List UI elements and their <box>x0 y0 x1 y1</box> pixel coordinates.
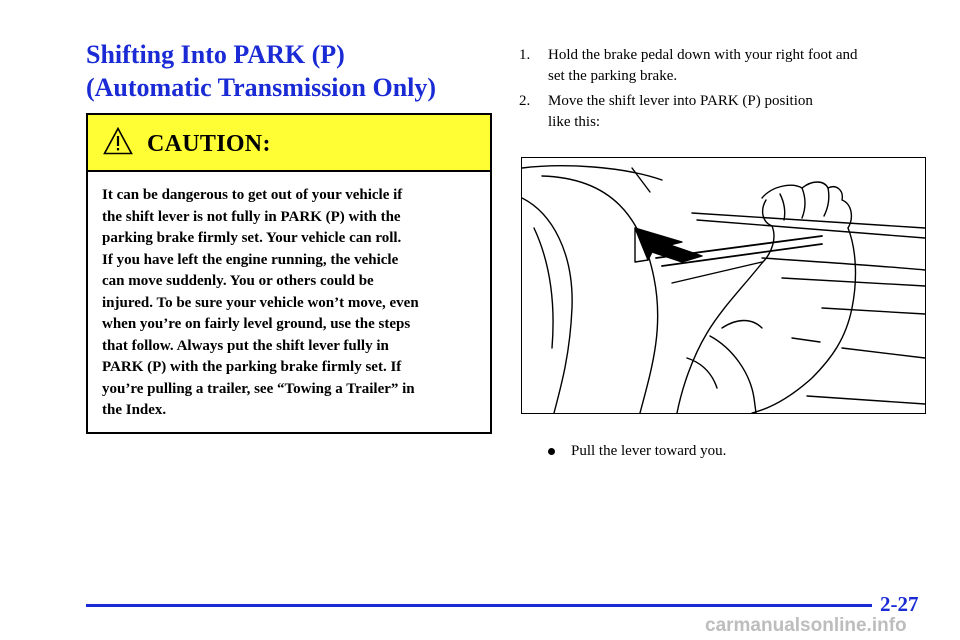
step-text <box>548 91 813 133</box>
caution-text-line: PARK (P) with the parking brake firmly set. If <box>102 359 402 375</box>
section-title-line: Shifting Into PARK (P) <box>86 40 345 69</box>
bullet-text: Pull the lever toward you. <box>571 443 727 459</box>
shift-lever-figure <box>521 157 926 414</box>
caution-text-line: can move suddenly. You or others could be <box>102 273 374 289</box>
caution-text-line: when you’re on fairly level ground, use the steps <box>102 316 411 332</box>
hand-pulling-shift-lever-illustration <box>522 158 925 413</box>
step-text-line: set the parking brake. <box>548 68 678 84</box>
footer-rule <box>86 604 872 607</box>
caution-title: CAUTION: <box>147 131 271 157</box>
caution-text-line: It can be dangerous to get out of your vehicle if <box>102 187 403 203</box>
section-title-line: (Automatic Transmission Only) <box>86 73 437 102</box>
caution-text-line: If you have left the engine running, the vehicle <box>102 251 399 268</box>
step-text <box>548 45 858 87</box>
caution-banner <box>88 115 490 172</box>
caution-text <box>102 185 482 422</box>
caution-text-line: the Index. <box>102 402 167 418</box>
step-number: 1. <box>519 47 531 63</box>
caution-text-line: parking brake firmly set. Your vehicle can roll. <box>102 230 402 246</box>
page-number: 2-27 <box>880 592 919 616</box>
caution-text-line: injured. To be sure your vehicle won’t move, even <box>102 294 419 311</box>
caution-box <box>86 113 492 434</box>
caution-text-line: you’re pulling a trailer, see “Towing a Trailer” in <box>102 380 415 397</box>
bullet-dot-icon <box>548 448 555 455</box>
step-text-line: Hold the brake pedal down with your right foot and <box>548 47 858 63</box>
watermark: carmanualsonline.info <box>705 615 907 636</box>
warning-triangle-icon <box>103 127 133 155</box>
step-number: 2. <box>519 93 531 109</box>
step-text-line: like this: <box>548 114 601 130</box>
step-text-line: Move the shift lever into PARK (P) position <box>548 93 813 109</box>
caution-text-line: that follow. Always put the shift lever fully in <box>102 337 389 354</box>
caution-text-line: the shift lever is not fully in PARK (P) with the <box>102 208 401 225</box>
section-title <box>86 38 486 104</box>
